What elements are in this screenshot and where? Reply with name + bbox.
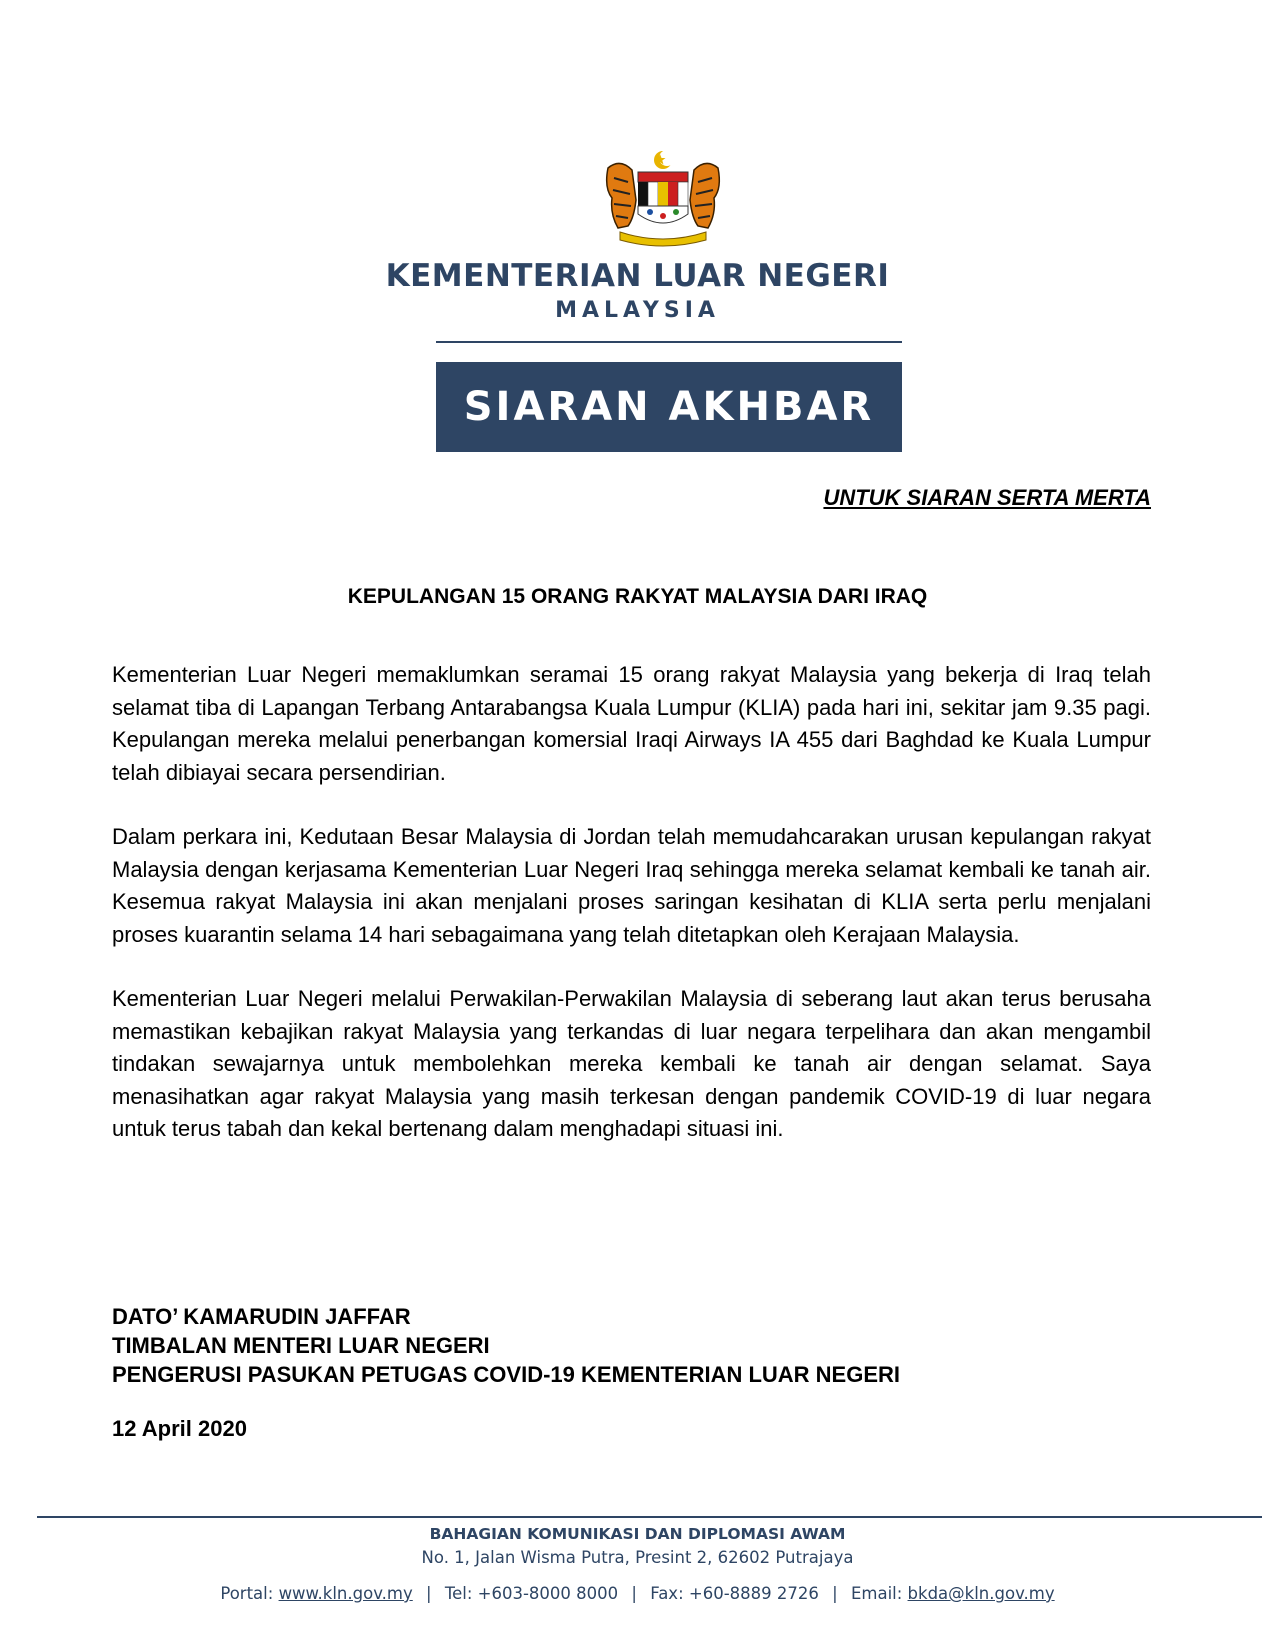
press-release-banner (436, 362, 902, 452)
portal-link[interactable]: www.kln.gov.my (278, 1584, 413, 1603)
malaysia-coat-of-arms-icon (598, 148, 728, 252)
separator: | (426, 1584, 432, 1603)
release-date: 12 April 2020 (112, 1416, 247, 1441)
footer-department: BAHAGIAN KOMUNIKASI DAN DIPLOMASI AWAM (429, 1525, 846, 1543)
email-link[interactable]: bkda@kln.gov.my (907, 1584, 1055, 1603)
footer-address: No. 1, Jalan Wisma Putra, Presint 2, 62602 Putrajaya (421, 1548, 854, 1567)
release-tag: UNTUK SIARAN SERTA MERTA (823, 485, 1151, 510)
ministry-name: KEMENTERIAN LUAR NEGERI (385, 258, 890, 294)
signatory-title: TIMBALAN MENTERI LUAR NEGERI (112, 1333, 490, 1358)
signatory-name: DATO’ KAMARUDIN JAFFAR (112, 1304, 411, 1329)
headline: KEPULANGAN 15 ORANG RAKYAT MALAYSIA DARI IRAQ (347, 585, 928, 608)
signatory-title: PENGERUSI PASUKAN PETUGAS COVID-19 KEMENTERIAN LUAR NEGERI (112, 1362, 901, 1387)
banner-label: SIARAN AKHBAR (463, 384, 875, 430)
paragraph: Dalam perkara ini, Kedutaan Besar Malaysia di Jordan telah memudahcarakan urusan kepulangan rakyat Malaysia dengan kerjasama Kementerian Luar Negeri Iraq sehingga mereka selamat kembali ke tanah air. Kesemua rakyat Malaysia ini akan menjalani proses saringan kesihatan di KLIA serta perlu menjalani proses kuarantin selama 14 hari sebagaimana yang telah ditetapkan oleh Kerajaan Malaysia. (112, 824, 1151, 947)
paragraph: Kementerian Luar Negeri memaklumkan seramai 15 orang rakyat Malaysia yang bekerja di Iraq telah selamat tiba di Lapangan Terbang Antarabangsa Kuala Lumpur (KLIA) pada hari ini, sekitar jam 9.35 pagi. Kepulangan mereka melalui penerbangan komersial Iraqi Airways IA 455 dari Baghdad ke Kuala Lumpur telah dibiayai secara persendirian. (112, 662, 1151, 785)
separator: | (631, 1584, 637, 1603)
signature-block (112, 1302, 900, 1389)
footer-contact-line (0, 1584, 1275, 1603)
portal-label: Portal: (220, 1584, 274, 1603)
press-release-body (112, 659, 1151, 1178)
fax: Fax: +60-8889 2726 (650, 1584, 819, 1603)
footer-divider (37, 1516, 1262, 1518)
header-divider (436, 341, 902, 343)
email-label: Email: (850, 1584, 903, 1603)
separator: | (832, 1584, 838, 1603)
paragraph: Kementerian Luar Negeri melalui Perwakilan-Perwakilan Malaysia di seberang laut akan terus berusaha memastikan kebajikan rakyat Malaysia yang terkandas di luar negara terpelihara dan akan mengambil tindakan sewajarnya untuk membolehkan mereka kembali ke tanah air dengan selamat. Saya menasihatkan agar rakyat Malaysia yang masih terkesan dengan pandemik COVID-19 di luar negara untuk terus tabah dan kekal bertenang dalam menghadapi situasi ini. (112, 986, 1151, 1141)
telephone: Tel: +603-8000 8000 (444, 1584, 619, 1603)
ministry-country: MALAYSIA (555, 298, 720, 323)
